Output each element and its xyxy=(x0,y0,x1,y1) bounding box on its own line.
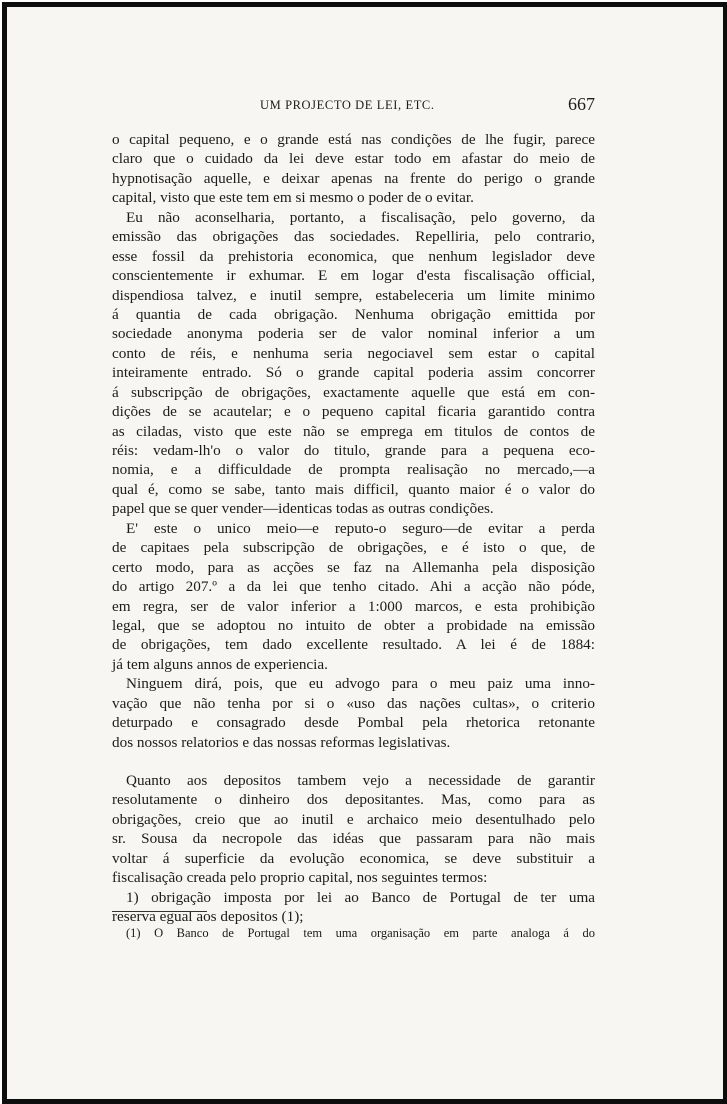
paragraph xyxy=(112,208,595,519)
text-line: dispendiosa talvez, e inutil sempre, estabeleceria um limite minimo xyxy=(112,286,595,304)
text-line: 1) obrigação imposta por lei ao Banco de Portugal de ter uma xyxy=(126,888,595,906)
paragraph xyxy=(112,519,595,675)
paragraph xyxy=(112,674,595,752)
text-line: resolutamente o dinheiro dos depositantes. Mas, como para as xyxy=(112,791,595,809)
text-line: Ninguem dirá, pois, que eu advogo para o meu paiz uma inno- xyxy=(126,675,595,693)
text-line: conto de réis, e nenhuma seria negociavel sem estar o capital xyxy=(112,344,595,362)
text-line: Eu não aconselharia, portanto, a fiscalisação, pelo governo, da xyxy=(126,208,595,226)
paragraph-gap xyxy=(112,752,595,771)
text-line: nomia, e a difficuldade de prompta realisação no mercado,—a xyxy=(112,461,595,479)
text-line: legal, que se adoptou no intuito de obter a probidade na emissão xyxy=(112,616,595,634)
text-line: sociedade anonyma poderia ser de valor nominal inferior a um xyxy=(112,325,595,343)
text-line: dições de se acautelar; e o pequeno capital ficaria garantido contra xyxy=(112,403,595,421)
text-line: conscientemente ir exhumar. E em logar d'esta fiscalisação official, xyxy=(112,267,595,285)
paragraph xyxy=(112,130,595,208)
running-title: UM PROJECTO DE LEI, ETC. xyxy=(260,98,435,112)
text-line: Quanto aos depositos tambem vejo a necessidade de garantir xyxy=(126,772,595,789)
text-line: vação que não tenha por si o «uso das nações cultas», o criterio xyxy=(112,694,595,712)
text-line: qual é, como se sabe, tanto mais difficil, quanto maior é o valor do xyxy=(112,480,595,498)
text-line: em regra, ser de valor inferior a 1:000 marcos, e esta prohibição xyxy=(112,597,595,615)
text-line: á subscripção de obrigações, exactamente aquelle que está em con- xyxy=(112,383,595,401)
text-line: certo modo, para as acções se faz na Allemanha pela disposição xyxy=(112,558,595,576)
page-number: 667 xyxy=(568,94,595,114)
page-frame xyxy=(2,2,727,1104)
text-line: dos nossos relatorios e das nossas reformas legislativas. xyxy=(112,733,451,751)
text-line: réis: vedam-lh'o o valor do titulo, grande para a pequena eco- xyxy=(112,442,595,459)
text-line: já tem alguns annos de experiencia. xyxy=(112,655,328,673)
footnote-rule xyxy=(112,911,207,912)
text-line: á quantia de cada obrigação. Nenhuma obrigação emittida por xyxy=(112,305,595,323)
text-line: emissão das obrigações das sociedades. Repelliria, pelo contrario, xyxy=(112,228,595,246)
text-line: sr. Sousa da necropole das idéas que passaram para não mais xyxy=(112,830,595,848)
text-line: o capital pequeno, e o grande está nas condições de lhe fugir, parece xyxy=(112,131,595,148)
paragraph xyxy=(112,771,595,888)
text-line: do artigo 207.º a da lei que tenho citado. Ahi a acção não póde, xyxy=(112,578,595,596)
text-line: fiscalisação creada pelo proprio capital, nos seguintes termos: xyxy=(112,869,488,887)
text-line: capital, visto que este tem em si mesmo o poder de o evitar. xyxy=(112,189,474,207)
footnote: (1) O Banco de Portugal tem uma organisação em parte analoga á do xyxy=(126,926,595,940)
text-line: claro que o cuidado da lei deve estar todo em afastar do meio de xyxy=(112,150,595,168)
running-head xyxy=(112,94,595,116)
text-line: hypnotisação aquelle, e deixar apenas na frente do perigo o grande xyxy=(112,169,595,187)
body-text xyxy=(112,130,595,927)
text-line: obrigações, creio que ao inutil e archaico meio desentulhado pelo xyxy=(112,810,595,828)
text-line: esse fossil da prehistoria economica, que nenhum legislador deve xyxy=(112,247,595,265)
text-line: de obrigações, tem dado excellente resultado. A lei é de 1884: xyxy=(112,636,595,654)
text-line: de capitaes pela subscripção de obrigações, e é isto o que, de xyxy=(112,539,595,557)
text-line: reserva egual aos depositos (1); xyxy=(112,908,304,926)
text-line: deturpado e consagrado desde Pombal pela rhetorica retonante xyxy=(112,714,595,732)
text-line: papel que se quer vender—identicas todas as outras condições. xyxy=(112,500,494,518)
text-line: inteiramente entrado. Só o grande capital poderia assim concorrer xyxy=(112,364,595,382)
paragraph xyxy=(112,888,595,927)
text-line: E' este o unico meio—e reputo-o seguro—de evitar a perda xyxy=(126,519,595,537)
text-line: as ciladas, visto que este não se emprega em titulos de contos de xyxy=(112,422,595,440)
text-line: voltar á superficie da evolução economica, se deve substituir a xyxy=(112,849,595,867)
